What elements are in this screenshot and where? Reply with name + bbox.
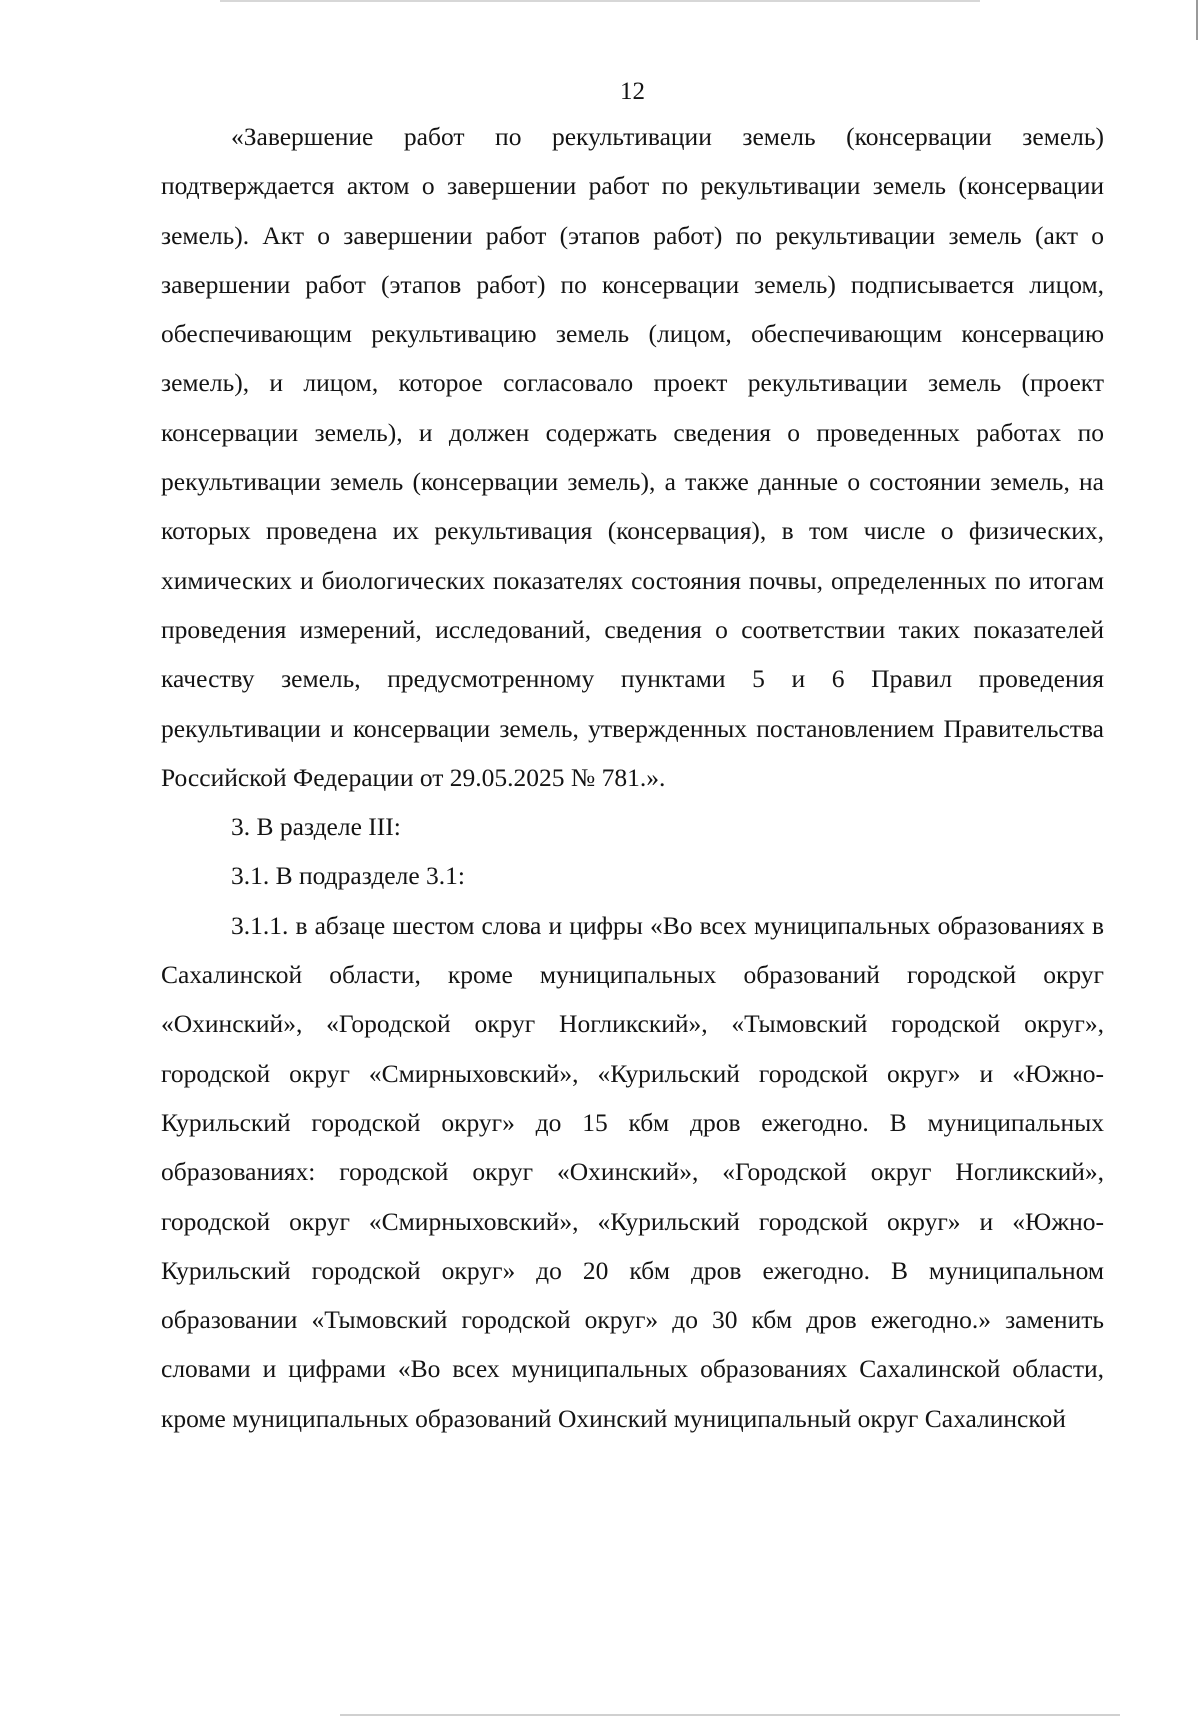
document-body — [161, 112, 1104, 1443]
paragraph-section-3: 3. В разделе III: — [231, 812, 401, 842]
paragraph-reclamation-act: «Завершение работ по рекультивации земель (консервации земель) подтверждается актом о завершении работ по рекультивации земель (консервации земель). Акт о завершении работ (этапов работ) по рекультивации земель (акт о завершении работ (этапов работ) по консервации земель) подписывается лицом, обеспечивающим рекультивацию земель (лицом, обеспечивающим консервацию земель), и лицом, которое согласовало проект рекультивации земель (проект консервации земель), и должен содержать сведения о проведенных работах по рекультивации земель (консервации земель), а также данные о состоянии земель, на которых проведена их рекультивация (консервация), в том числе о физических, химических и биологических показателях состояния почвы, определенных по итогам проведения измерений, исследований, сведения о соответствии таких показателей качеству земель, предусмотренному пунктами 5 и 6 Правил проведения рекультивации и консервации земель, утвержденных постановлением Правительства Российской Федерации от 29.05.2025 № 781.». — [161, 122, 1104, 792]
scan-edge-bottom — [340, 1714, 1120, 1716]
paragraph-item-3-1-1: 3.1.1. в абзаце шестом слова и цифры «Во всех муниципальных образованиях в Сахалинской области, кроме муниципальных образований городской округ «Охинский», «Городской округ Ногликский», «Тымовский городской округ», городской округ «Смирныховский», «Курильский городской округ» и «Южно-Курильский городской округ» до 15 кбм дров ежегодно. В муниципальных образованиях: городской округ «Охинский», «Городской округ Ногликский», городской округ «Смирныховский», «Курильский городской округ» и «Южно-Курильский городской округ» до 20 кбм дров ежегодно. В муниципальном образовании «Тымовский городской округ» до 30 кбм дров ежегодно.» заменить словами и цифрами «Во всех муниципальных образованиях Сахалинской области, кроме муниципальных образований Охинский муниципальный округ Сахалинской — [161, 910, 1104, 1433]
page-number: 12 — [620, 78, 645, 105]
scan-edge-right — [1196, 0, 1198, 40]
scan-edge-top — [220, 0, 980, 2]
paragraph-subsection-3-1: 3.1. В подразделе 3.1: — [231, 861, 465, 891]
